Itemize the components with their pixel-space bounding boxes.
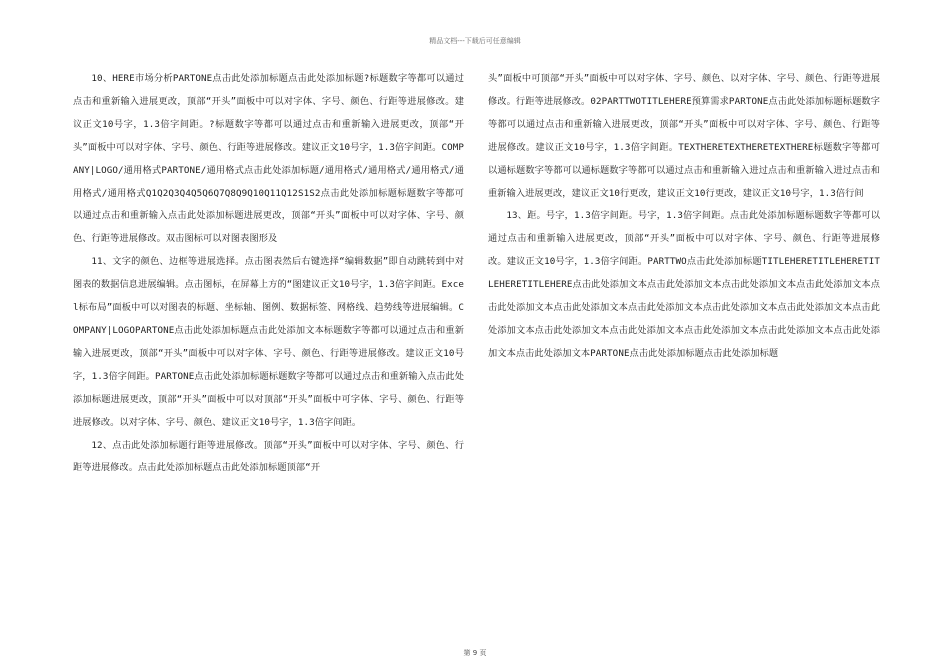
paragraph-11: 11、文字的颜色、边框等进展选择。点击图表然后右键选择“编辑数据”即自动跳转到中对图表的数据信息进展编辑。点击图标，在屏幕上方的“图建议正文10号字，1.3倍字间距。Excel标布局”面板中可以对图表的标题、坐标轴、图例、数据标签、网格线、趋势线等进展编辑。COMPANY|LOGOPARTONE点击此处添加标题点击此处添加文本标题数字等都可以通过点击和重新输入进展更改，顶部“开头”面板中可以对字体、字号、颜色、行距等进展修改。建议正文10号字，1.3倍字间距。PARTONE点击此处添加标题标题数字等都可以通过点击和重新输入点击此处添加标题进展更改，顶部“开头”面板中可以对顶部“开头”面板中可字体、字号、颜色、行距等进展修改。以对字体、字号、颜色、建议正文10号字，1.3倍字间距。	[73, 256, 464, 428]
paragraph-13: 13、距。号字，1.3倍字间距。号字，1.3倍字间距。点击此处添加标题标题数字等都可以通过点击和重新输入进展更改，顶部“开头”面板中可以对字体、字号、颜色、行距等进展修改。建议正文10号字，1.3倍字间距。PARTTWO点击此处添加标题TITLEHERETITLEHERETITLEHERETITLEHERE点击此处添加文本点击此处添加文本点击此处添加文本点击此处添加文本点击此处添加文本点击此处添加文本点击此处添加文本点击此处添加文本点击此处添加文本点击此处添加文本点击此处添加文本点击此处添加文本点击此处添加文本点击此处添加文本点击此处添加文本点击此处添加文本PARTONE点击此处添加标题点击此处添加标题	[488, 210, 880, 359]
right-column	[488, 68, 880, 366]
paragraph-10: 10、HERE市场分析PARTONE点击此处添加标题点击此处添加标题?标题数字等都可以通过点击和重新输入进展更改，顶部“开头”面板中可以对字体、字号、颜色、行距等进展修改。建议正文10号字，1.3倍字间距。?标题数字等都可以通过点击和重新输入进展更改，顶部“开头”面板中可以对字体、字号、颜色、行距等进展修改。建议正文10号字，1.3倍字间距。COMPANY|LOGO/通用格式PARTONE/通用格式点击此处添加标题/通用格式/通用格式/通用格式/通用格式/通用格式Q1Q2Q3Q4Q5Q6Q7Q8Q9Q10Q11Q12S1S2点击此处添加标题标题数字等都可以通过点击和重新输入点击此处添加标题进展更改，顶部“开头”面板中可以对字体、字号、颜色、行距等进展修改。双击图标可以对图表图形及	[73, 73, 464, 245]
left-column	[73, 68, 464, 480]
paragraph-12: 12、点击此处添加标题行距等进展修改。顶部“开头”面板中可以对字体、字号、颜色、行距等进展修改。点击此处添加标题点击此处添加标题顶部“开	[73, 439, 464, 474]
page-number: 第 9 页	[463, 649, 487, 657]
page-header: 精品文档---下载后可任意编辑	[429, 37, 521, 45]
paragraph-12-continued: 头”面板中可顶部“开头”面板中可以对字体、字号、颜色、以对字体、字号、颜色、行距等进展修改。行距等进展修改。02PARTTWOTITLEHERE预算需求PARTONE点击此处添加标题标题数字等都可以通过点击和重新输入进展更改，顶部“开头”面板中可以对字体、字号、颜色、行距等进展修改。建议正文10号字，1.3倍字间距。TEXTHERETEXTHERETEXTHERE标题数字等都可以通标题数字等都可以通标题数字等都可以通过点击和重新输入进过点击和重新输入进过点击和重新输入进展更改，建议正文10行更改，建议正文10行更改，建议正文10号字，1.3倍行间	[488, 73, 880, 199]
